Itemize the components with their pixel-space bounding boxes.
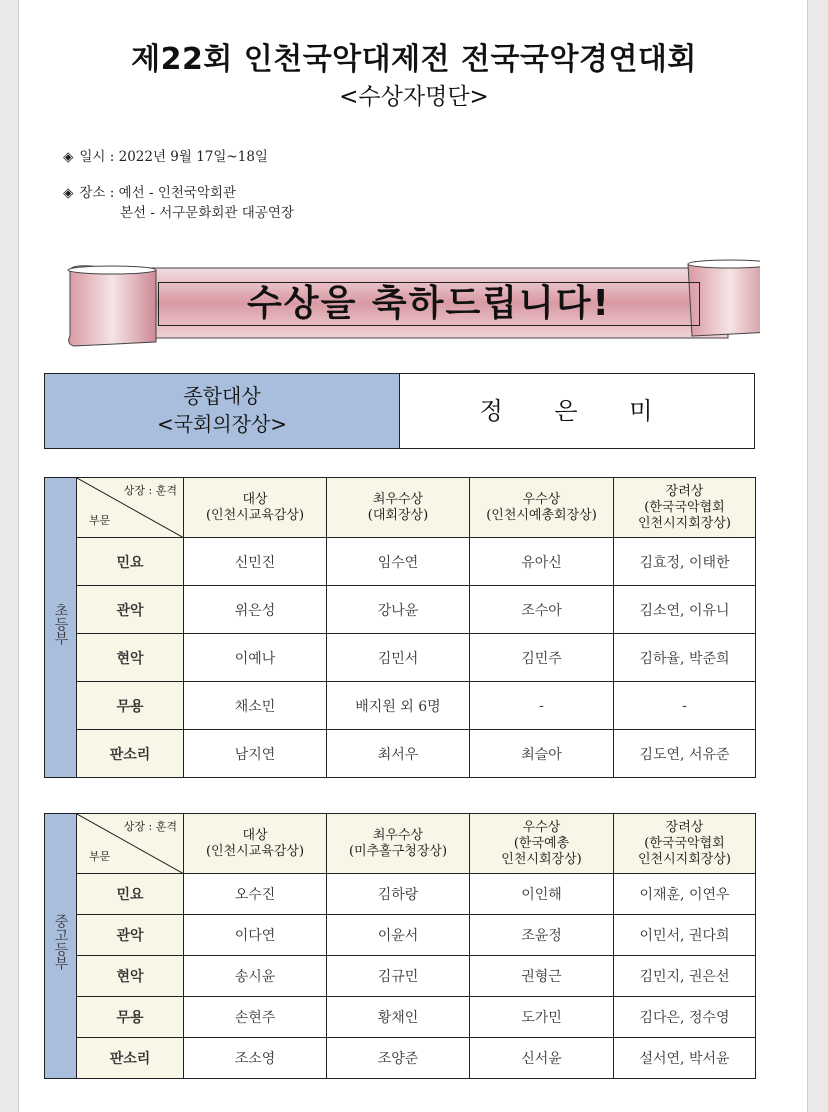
grand-prize-box: [44, 373, 755, 449]
diamond-bullet-icon: ◈: [63, 185, 74, 201]
winner-cell: 이인해: [470, 874, 614, 915]
winner-cell: 이윤서: [327, 915, 470, 956]
header-line: (인천시예총회장상): [486, 507, 597, 523]
division-label-text: 중고등부: [52, 914, 69, 970]
winner-cell: 황채인: [327, 997, 470, 1038]
category-cell: 민요: [77, 538, 184, 586]
category-cell: 민요: [77, 874, 184, 915]
corner-category-label: 부문: [89, 514, 111, 527]
winner-cell: 이다연: [184, 915, 327, 956]
event-date: [63, 145, 268, 165]
header-line: 최우수상: [372, 491, 424, 507]
winner-cell: 조수아: [470, 586, 614, 634]
header-line: (한국국악협회: [644, 499, 725, 515]
category-cell: 무용: [77, 682, 184, 730]
diamond-bullet-icon: ◈: [63, 149, 74, 165]
division-label: [45, 814, 77, 1079]
elementary-awards-table: [44, 477, 756, 778]
header-excellence: [470, 814, 614, 874]
winner-cell: 신서윤: [470, 1038, 614, 1079]
category-cell: 관악: [77, 915, 184, 956]
winner-cell: 손현주: [184, 997, 327, 1038]
winner-cell: 김민지, 권은선: [614, 956, 756, 997]
header-corner-cell: [77, 478, 184, 538]
header-excellence: [470, 478, 614, 538]
header-grand-prize: [184, 478, 327, 538]
winner-cell: 이재훈, 이연우: [614, 874, 756, 915]
table-row: [45, 915, 756, 956]
table-row: [45, 538, 756, 586]
grand-prize-winner: 정 은 미: [479, 397, 675, 425]
header-line: (미추홀구청장상): [348, 843, 448, 859]
table-row: [45, 682, 756, 730]
winner-cell: 채소민: [184, 682, 327, 730]
winner-cell: 김규민: [327, 956, 470, 997]
winner-cell: 남지연: [184, 730, 327, 778]
secondary-awards-table: [44, 813, 756, 1079]
table-header-row: [45, 814, 756, 874]
table-row: [45, 730, 756, 778]
division-label-text: 초등부: [52, 602, 69, 645]
header-encouragement: [614, 478, 756, 538]
winner-cell: 도가민: [470, 997, 614, 1038]
winner-cell: 김민서: [327, 634, 470, 682]
winner-cell: 배지원 외 6명: [327, 682, 470, 730]
table-row: [45, 956, 756, 997]
header-line: 최우수상: [372, 827, 424, 843]
winner-cell: 임수연: [327, 538, 470, 586]
page-subtitle: <수상자명단>: [339, 84, 489, 110]
winner-cell: -: [470, 682, 614, 730]
header-grand-prize: [184, 814, 327, 874]
winner-cell: 김하율, 박준희: [614, 634, 756, 682]
header-line: 대상: [242, 491, 268, 507]
table-row: [45, 586, 756, 634]
winner-cell: 위은성: [184, 586, 327, 634]
page-title: 제22회 인천국악대제전 전국국악경연대회: [131, 42, 697, 77]
header-top-excellence: [327, 814, 470, 874]
header-corner-cell: [77, 814, 184, 874]
header-encouragement: [614, 814, 756, 874]
corner-award-label: 상장 : 훈격: [123, 484, 177, 497]
winner-cell: -: [614, 682, 756, 730]
header-line: (인천시교육감상): [205, 843, 305, 859]
winner-cell: 설서연, 박서윤: [614, 1038, 756, 1079]
table-row: [45, 997, 756, 1038]
winner-cell: 김민주: [470, 634, 614, 682]
winner-cell: 김다은, 정수영: [614, 997, 756, 1038]
header-line: 우수상: [522, 491, 561, 507]
event-place-line2: 본선 - 서구문화회관 대공연장: [120, 205, 294, 221]
event-place: [63, 181, 236, 201]
header-line: (인천시교육감상): [205, 507, 305, 523]
category-cell: 현악: [77, 956, 184, 997]
winner-cell: 김도연, 서유준: [614, 730, 756, 778]
header-line: 인천시지회장상): [638, 515, 731, 531]
winner-cell: 권형근: [470, 956, 614, 997]
header-top-excellence: [327, 478, 470, 538]
header-line: 인천시회장상): [501, 851, 582, 867]
division-label: [45, 478, 77, 778]
winner-cell: 신민진: [184, 538, 327, 586]
header-line: (한국예총: [513, 835, 570, 851]
header-line: 대상: [242, 827, 268, 843]
table-row: [45, 874, 756, 915]
winner-cell: 김하랑: [327, 874, 470, 915]
winner-cell: 이예나: [184, 634, 327, 682]
winner-cell: 김소연, 이유니: [614, 586, 756, 634]
corner-category-label: 부문: [89, 850, 111, 863]
event-date-text: 일시 : 2022년 9월 17일~18일: [79, 149, 268, 165]
winner-cell: 최슬아: [470, 730, 614, 778]
winner-cell: 송시윤: [184, 956, 327, 997]
category-cell: 판소리: [77, 1038, 184, 1079]
grand-prize-award: <국회의장상>: [156, 412, 288, 436]
winner-cell: 유아신: [470, 538, 614, 586]
winner-cell: 이민서, 권다희: [614, 915, 756, 956]
corner-award-label: 상장 : 훈격: [123, 820, 177, 833]
winner-cell: 조소영: [184, 1038, 327, 1079]
winner-cell: 최서우: [327, 730, 470, 778]
winner-cell: 조윤정: [470, 915, 614, 956]
grand-prize-title: 종합대상: [183, 384, 261, 408]
header-line: 우수상: [522, 819, 561, 835]
grand-prize-label: [45, 374, 400, 448]
banner-message: 수상을 축하드립니다!: [158, 282, 700, 326]
table-row: [45, 1038, 756, 1079]
category-cell: 무용: [77, 997, 184, 1038]
category-cell: 판소리: [77, 730, 184, 778]
winner-cell: 김효정, 이태한: [614, 538, 756, 586]
winner-cell: 오수진: [184, 874, 327, 915]
header-line: 장려상: [665, 483, 704, 499]
winner-cell: 조양준: [327, 1038, 470, 1079]
category-cell: 현악: [77, 634, 184, 682]
header-line: (대회장상): [367, 507, 429, 523]
header-line: 인천시지회장상): [638, 851, 731, 867]
header-line: (한국국악협회: [644, 835, 725, 851]
winner-cell: 강나윤: [327, 586, 470, 634]
category-cell: 관악: [77, 586, 184, 634]
table-row: [45, 634, 756, 682]
header-line: 장려상: [665, 819, 704, 835]
table-header-row: [45, 478, 756, 538]
event-place-text: 장소 : 예선 - 인천국악회관: [79, 185, 237, 201]
